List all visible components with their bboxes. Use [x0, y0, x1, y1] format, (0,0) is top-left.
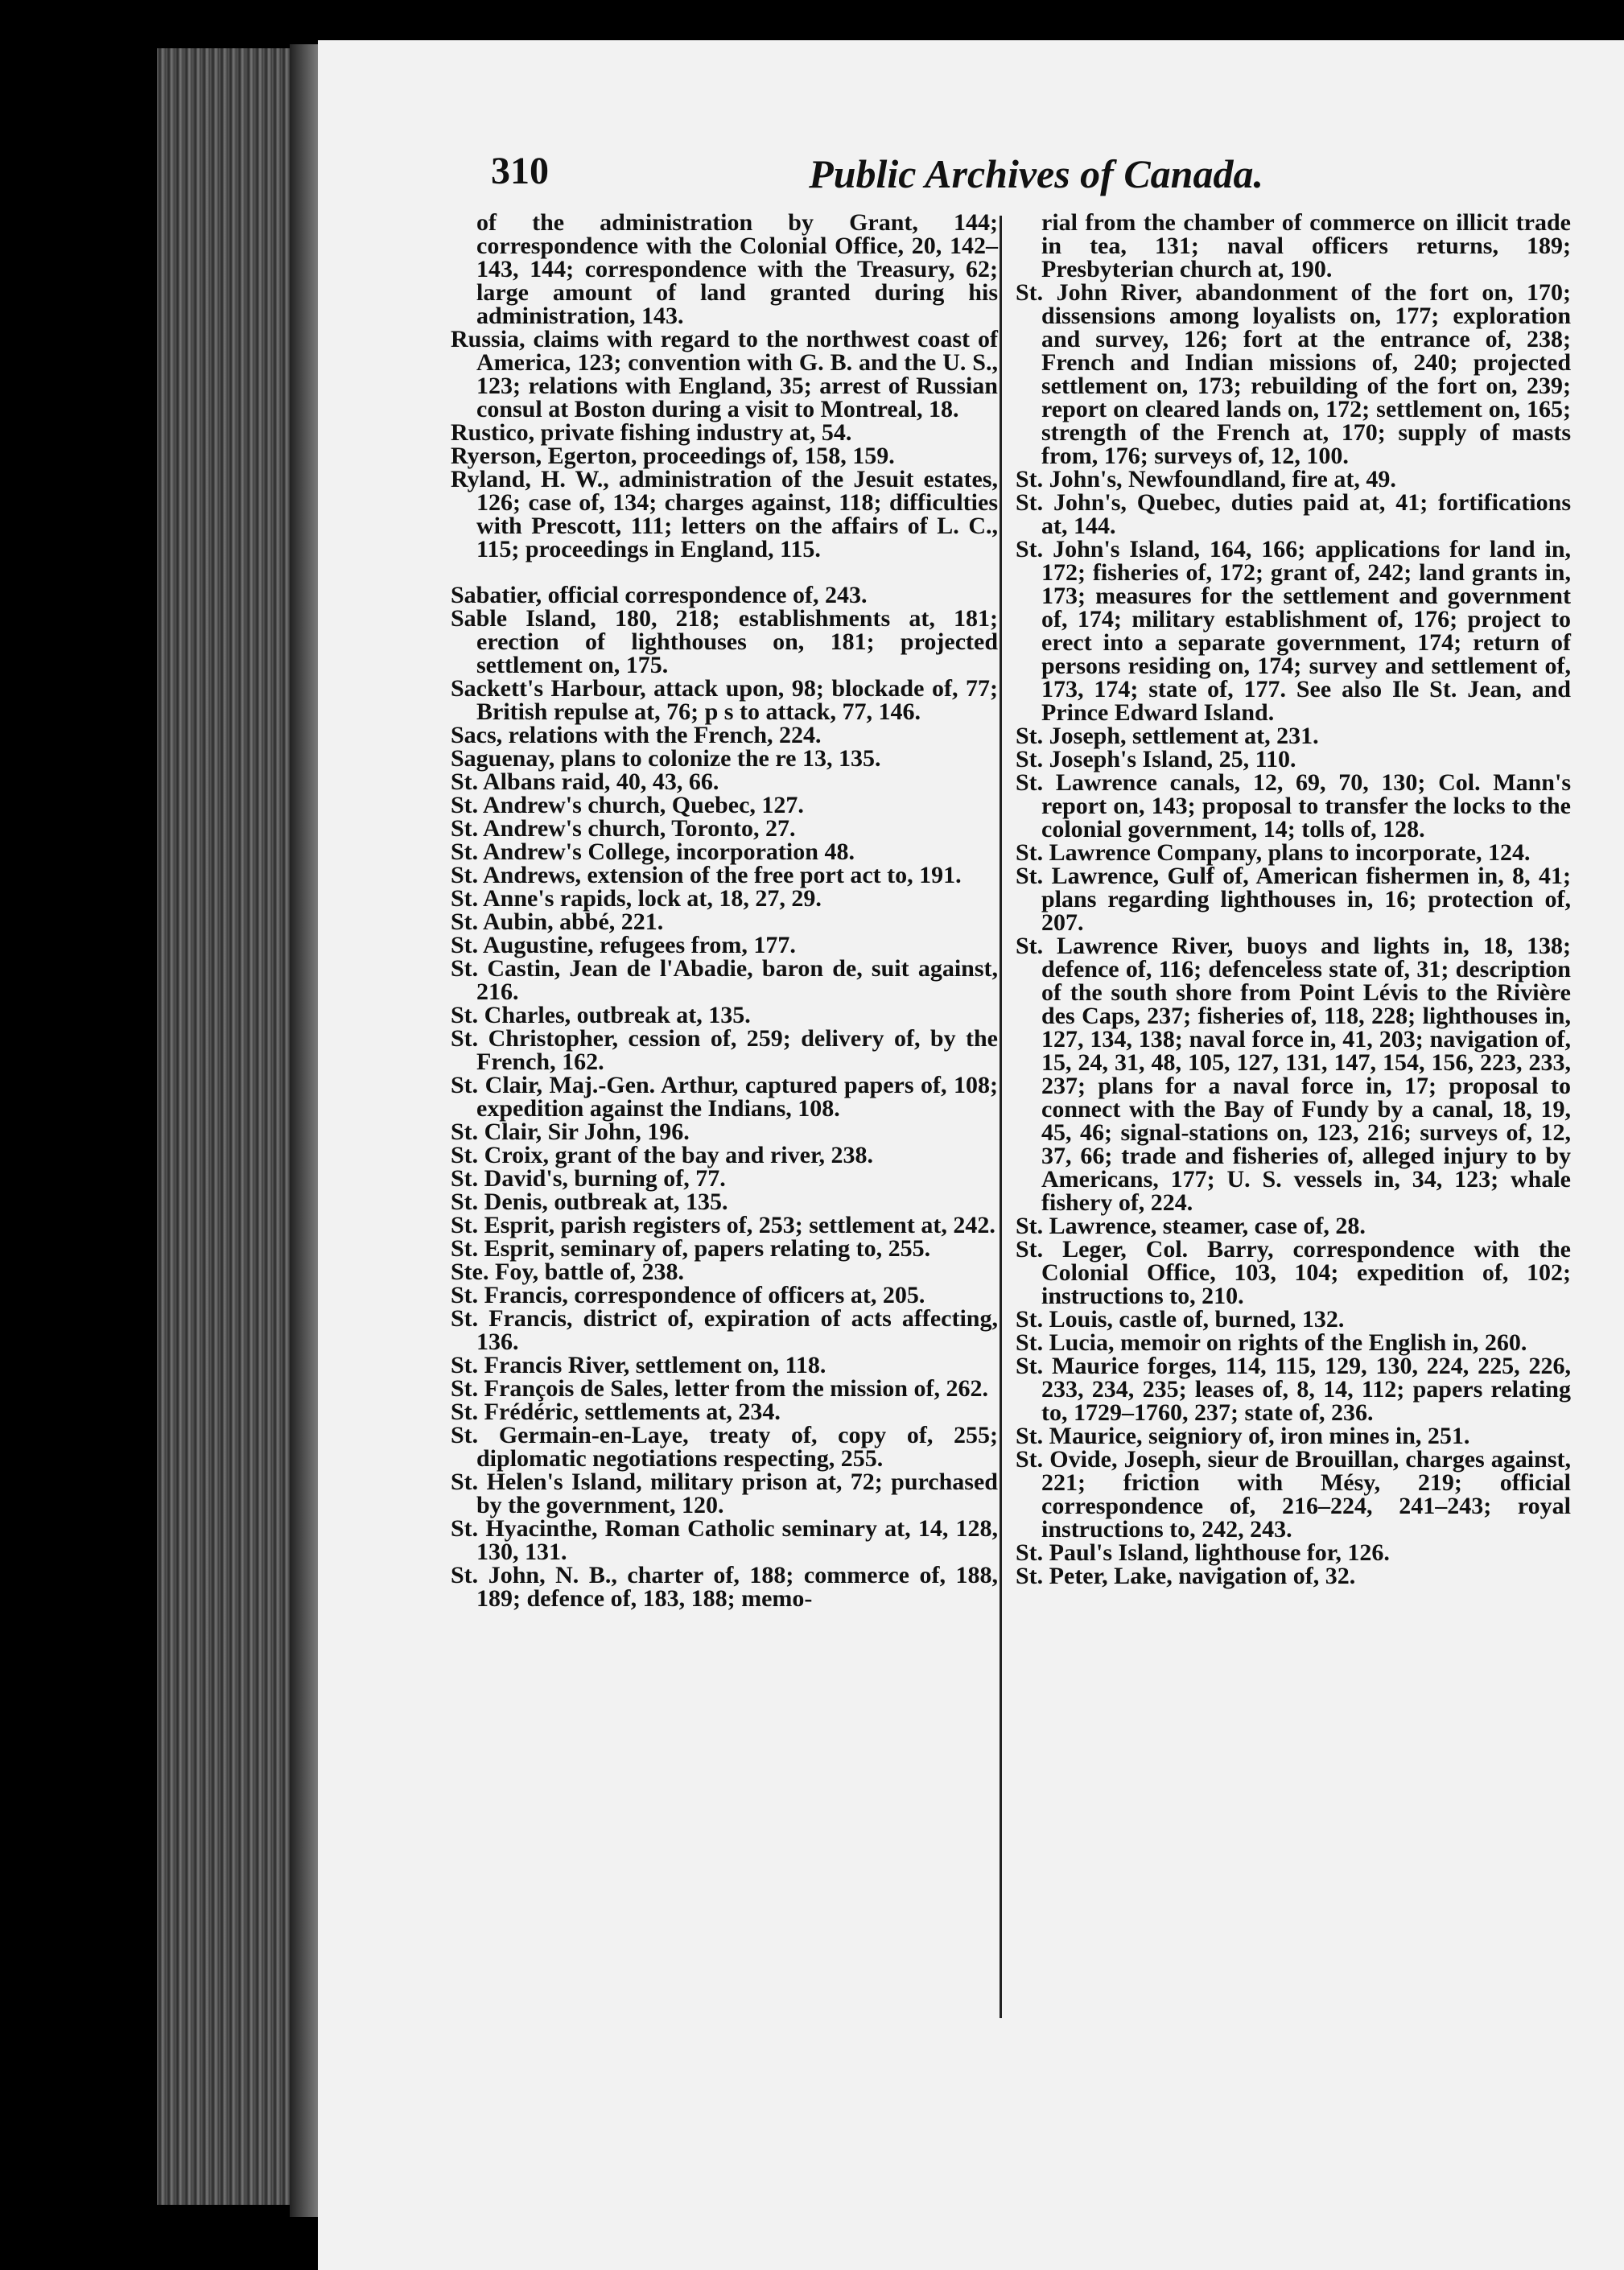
index-entry: St. Francis, correspondence of officers at, 205.	[451, 1282, 925, 1308]
index-entry: Rustico, private fishing industry at, 54.	[451, 419, 852, 446]
index-entry: St. Christopher, cession of, 259; delivery of, by the French, 162.	[451, 1025, 998, 1075]
index-entry: Sabatier, official correspondence of, 243.	[451, 582, 868, 608]
index-entry: St. Denis, outbreak at, 135.	[451, 1189, 728, 1215]
index-entry: Ste. Foy, battle of, 238.	[451, 1259, 684, 1285]
index-entry: St. Helen's Island, military prison at, 72; purchased by the government, 120.	[451, 1469, 998, 1518]
index-entry: St. Joseph, settlement at, 231.	[1016, 723, 1319, 749]
index-entry: St. Lawrence canals, 12, 69, 70, 130; Col. Mann's report on, 143; proposal to transfer the locks to the colonial government, 14; tolls of, 128.	[1016, 769, 1571, 842]
index-entry: St. Francis River, settlement on, 118.	[451, 1352, 826, 1378]
index-entry: St. Augustine, refugees from, 177.	[451, 932, 796, 958]
index-entry: St. John, N. B., charter of, 188; commerce of, 188, 189; defence of, 183, 188; memo-	[451, 1562, 998, 1612]
index-entry: St. Lawrence Company, plans to incorporate, 124.	[1016, 839, 1531, 866]
index-entry: St. John's, Newfoundland, fire at, 49.	[1016, 466, 1396, 492]
index-entry: St. Anne's rapids, lock at, 18, 27, 29.	[451, 885, 822, 912]
index-entry: St. Germain-en-Laye, treaty of, copy of, 255; diplomatic negotiations respecting, 255.	[451, 1422, 998, 1472]
index-entry: St. Charles, outbreak at, 135.	[451, 1002, 751, 1028]
page-number: 310	[491, 150, 549, 192]
index-entry: rial from the chamber of commerce on illicit trade in tea, 131; naval officers returns, 189; Presbyterian church at, 190.	[1041, 209, 1571, 282]
index-entry: St. Louis, castle of, burned, 132.	[1016, 1306, 1345, 1333]
index-entry: St. John's Island, 164, 166; applications for land in, 172; fisheries of, 172; grant of, 242; land grants in, 173; measures for the settlement and government of, 174; military establishment of, 176; project to erect into a separate government, 174; return of persons residing on, 174; survey and settlement of, 173, 174; state of, 177. See also Ile St. Jean, and Prince Edward Island.	[1016, 536, 1571, 726]
index-entry: St. Andrew's church, Quebec, 127.	[451, 792, 804, 818]
index-entry: St. Lawrence, Gulf of, American fishermen in, 8, 41; plans regarding lighthouses in, 16; protection of, 207.	[1016, 863, 1571, 936]
index-entry: of the administration by Grant, 144; correspondence with the Colonial Office, 20, 142–143, 144; correspondence with the Treasury, 62; large amount of land granted during his administration, 143.	[476, 209, 998, 329]
index-entry: St. John's, Quebec, duties paid at, 41; fortifications at, 144.	[1016, 489, 1571, 539]
index-entry: Saguenay, plans to colonize the re 13, 135.	[451, 745, 881, 772]
index-column-left	[451, 211, 998, 1610]
index-entry: Ryerson, Egerton, proceedings of, 158, 159.	[451, 443, 895, 469]
index-entry: Ryland, H. W., administration of the Jesuit estates, 126; case of, 134; charges against, 118; difficulties with Prescott, 111; letters on the affairs of L. C., 115; proceedings in England, 115.	[451, 466, 998, 562]
index-entry: St. Joseph's Island, 25, 110.	[1016, 746, 1296, 772]
index-entry: St. François de Sales, letter from the mission of, 262.	[451, 1375, 988, 1402]
index-entry: Sackett's Harbour, attack upon, 98; blockade of, 77; British repulse at, 76; p s to attack, 77, 146.	[451, 675, 998, 725]
index-entry: Sacs, relations with the French, 224.	[451, 722, 822, 748]
index-entry: St. John River, abandonment of the fort on, 170; dissensions among loyalists on, 177; exploration and survey, 126; fort at the entrance of, 238; French and Indian missions of, 240; projected settlement on, 173; rebuilding of the fort on, 239; report on cleared lands on, 172; settlement on, 165; strength of the French at, 170; supply of masts from, 176; surveys of, 12, 100.	[1016, 279, 1571, 469]
entry-gap	[451, 561, 998, 583]
index-entry: St. Frédéric, settlements at, 234.	[451, 1399, 781, 1425]
index-entry: St. Paul's Island, lighthouse for, 126.	[1016, 1539, 1390, 1566]
index-entry: St. Maurice, seigniory of, iron mines in, 251.	[1016, 1423, 1470, 1449]
index-entry: St. David's, burning of, 77.	[451, 1165, 726, 1192]
index-entry: St. Andrew's College, incorporation 48.	[451, 838, 855, 865]
index-entry: St. Croix, grant of the bay and river, 238.	[451, 1142, 873, 1168]
column-divider	[1000, 216, 1002, 2018]
index-entry: St. Leger, Col. Barry, correspondence with the Colonial Office, 103, 104; expedition of, 102; instructions to, 210.	[1016, 1236, 1571, 1309]
index-entry: St. Lawrence, steamer, case of, 28.	[1016, 1213, 1366, 1239]
index-entry: St. Ovide, Joseph, sieur de Brouillan, charges against, 221; friction with Mésy, 219; official correspondence of, 216–224, 241–243; royal instructions to, 242, 243.	[1016, 1446, 1571, 1543]
index-entry: Russia, claims with regard to the northwest coast of America, 123; convention with G. B. and the U. S., 123; relations with England, 35; arrest of Russian consul at Boston during a visit to Montreal, 18.	[451, 326, 998, 422]
index-entry: St. Andrew's church, Toronto, 27.	[451, 815, 796, 842]
index-entry: St. Hyacinthe, Roman Catholic seminary at, 14, 128, 130, 131.	[451, 1515, 998, 1565]
index-entry: St. Albans raid, 40, 43, 66.	[451, 768, 719, 795]
index-entry: St. Lucia, memoir on rights of the English in, 260.	[1016, 1329, 1527, 1356]
index-entry: St. Lawrence River, buoys and lights in, 18, 138; defence of, 116; defenceless state of, 31; description of the south shore from Point Lévis to the Rivière des Caps, 237; fisheries of, 118, 228; lighthouses in, 127, 134, 138; naval force in, 41, 203; navigation of, 15, 24, 31, 48, 105, 127, 131, 147, 154, 156, 223, 233, 237; plans for a naval force in, 17; proposal to connect with the Bay of Fundy by a canal, 18, 19, 45, 46; signal-stations on, 123, 216; surveys of, 12, 37, 66; trade and fisheries of, alleged injury to by Americans, 177; U. S. vessels in, 34, 123; whale fishery of, 224.	[1016, 933, 1571, 1216]
page-header	[491, 149, 1263, 205]
index-entry: St. Clair, Sir John, 196.	[451, 1119, 690, 1145]
index-entry: St. Peter, Lake, navigation of, 32.	[1016, 1563, 1356, 1589]
index-entry: St. Esprit, seminary of, papers relating to, 255.	[451, 1235, 931, 1262]
index-entry: Sable Island, 180, 218; establishments at, 181; erection of lighthouses on, 181; projected settlement on, 175.	[451, 605, 998, 678]
index-entry: St. Maurice forges, 114, 115, 129, 130, 224, 225, 226, 233, 234, 235; leases of, 8, 14, 112; papers relating to, 1729–1760, 237; state of, 236.	[1016, 1353, 1571, 1426]
index-entry: St. Esprit, parish registers of, 253; settlement at, 242.	[451, 1212, 995, 1238]
index-entry: St. Andrews, extension of the free port act to, 191.	[451, 862, 962, 888]
index-entry: St. Aubin, abbé, 221.	[451, 908, 664, 935]
index-entry: St. Francis, district of, expiration of acts affecting, 136.	[451, 1305, 998, 1355]
index-column-right	[1016, 211, 1571, 1588]
index-entry: St. Clair, Maj.-Gen. Arthur, captured papers of, 108; expedition against the Indians, 108.	[451, 1072, 998, 1122]
index-entry: St. Castin, Jean de l'Abadie, baron de, suit against, 216.	[451, 955, 998, 1005]
running-title: Public Archives of Canada.	[809, 151, 1263, 196]
